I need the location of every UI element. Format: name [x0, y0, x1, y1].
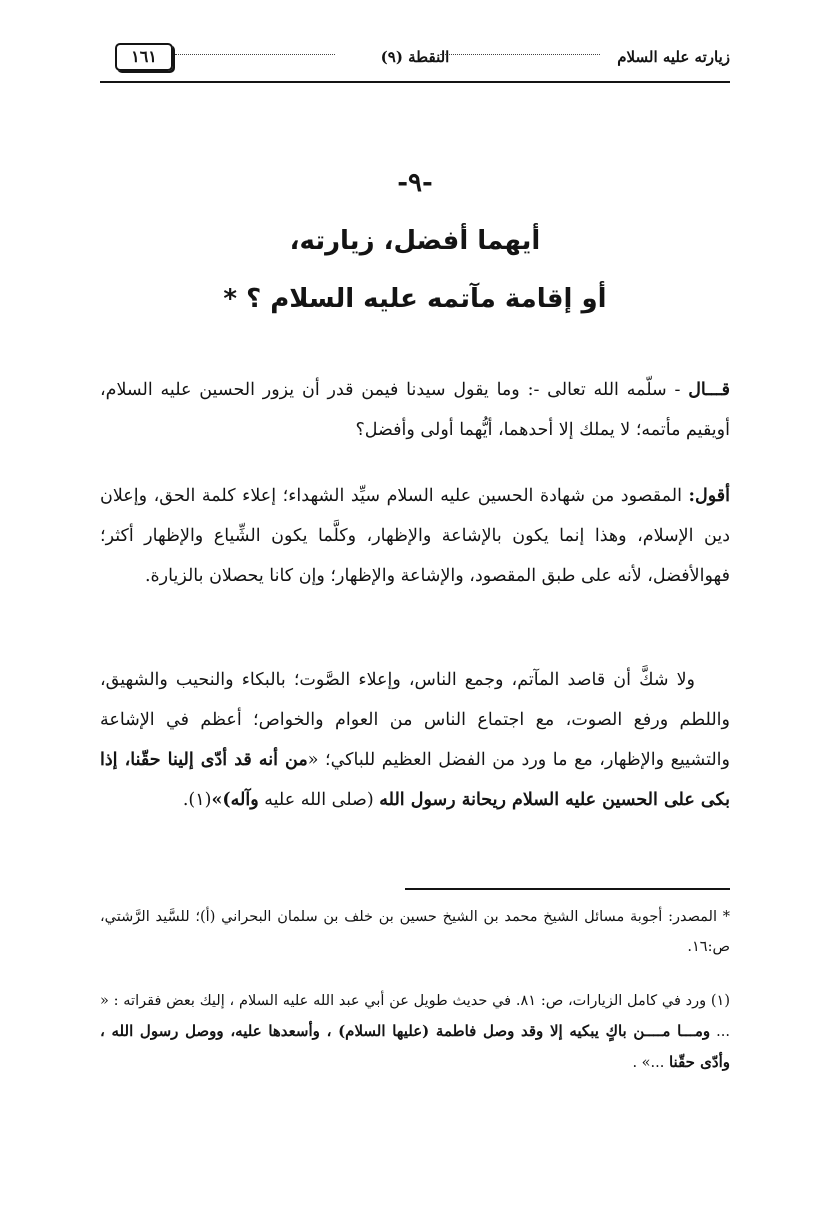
title-line-1: أيهما أفضل، زيارته، — [289, 226, 541, 256]
source-footnote — [100, 902, 730, 962]
title-line-2: أو إقامة مآتمه عليه السلام ؟ * — [223, 284, 607, 314]
mourning-end: وآله)» — [211, 790, 259, 810]
header-rule — [100, 81, 730, 83]
answer-text: المقصود من شهادة الحسين عليه السلام سيِّد الشهداء؛ إعلاء كلمة الحق، وإعلان دين الإسلام، وهذا إنما يكون بالإشاعة والإظهار، وكلَّما يكون الشِّياع والإظهار أكثر؛ فهوالأفضل، لأنه على طبق المقصود، والإشاعة والإظهار؛ وإن كانا يحصلان بالزيارة. — [100, 486, 730, 586]
mourning-paragraph — [100, 660, 730, 820]
answer-paragraph — [100, 476, 730, 596]
mourning-text: ولا شكَّ أن قاصد المآتم، وجمع الناس، وإعلاء الصَّوت؛ بالبكاء والنحيب والشهيق، واللطم ورفع الصوت، مع اجتماع الناس من العوام والخواص؛ أعظم في الإشاعة والتشييع والإظهار، مع ما ورد من الفضل العظيم للباكي؛ « — [100, 670, 730, 770]
question-paragraph — [100, 370, 730, 450]
section-title: النقطة (٩) — [380, 48, 450, 66]
section-number: -٩- — [397, 168, 433, 198]
footnote-1 — [100, 986, 730, 1078]
running-title: زيارته عليه السلام — [617, 48, 730, 66]
footnote-separator — [405, 888, 730, 890]
footnote-1-tail: ...» . — [632, 1055, 669, 1071]
mourning-tail: (صلى الله عليه — [258, 790, 380, 810]
footnote-1-text: (١) ورد في كامل الزيارات، ص: ٨١. في حديث طويل عن أبي عبد الله عليه السلام ، إليك بعض فقراته : « ... — [100, 993, 730, 1040]
hadith-quote: من أنه قد أدّى إلينا حقّنا، إذا بكى على الحسين عليه السلام ريحانة رسول الله — [100, 750, 730, 810]
answer-lead: أقول: — [688, 486, 730, 506]
page-number: ١٦١ — [115, 43, 173, 71]
page-header — [100, 38, 730, 83]
source-footnote-text: * المصدر: أجوبة مسائل الشيخ محمد بن الشيخ حسين بن خلف بن سلمان البحراني (أ)؛ للسَّيد الرَّشتي، ص:١٦. — [100, 909, 730, 955]
header-dotted-leader-left — [175, 54, 335, 55]
question-lead: قـــال — [688, 380, 730, 400]
footnote-1-quote: ومـــا مــــن باكٍ يبكيه إلا وقد وصل فاطمة (عليها السلام) ، وأسعدها عليه، ووصل رسول الله ، وأدّى حقّنا — [100, 1022, 730, 1071]
question-text: - سلّمه الله تعالى -: وما يقول سيدنا فيمن قدر أن يزور الحسين عليه السلام، أويقيم مأتمه؛ لا يملك إلا أحدهما، أيُّهما أولى وأفضل؟ — [100, 380, 730, 440]
footnote-reference: (١). — [182, 790, 212, 810]
